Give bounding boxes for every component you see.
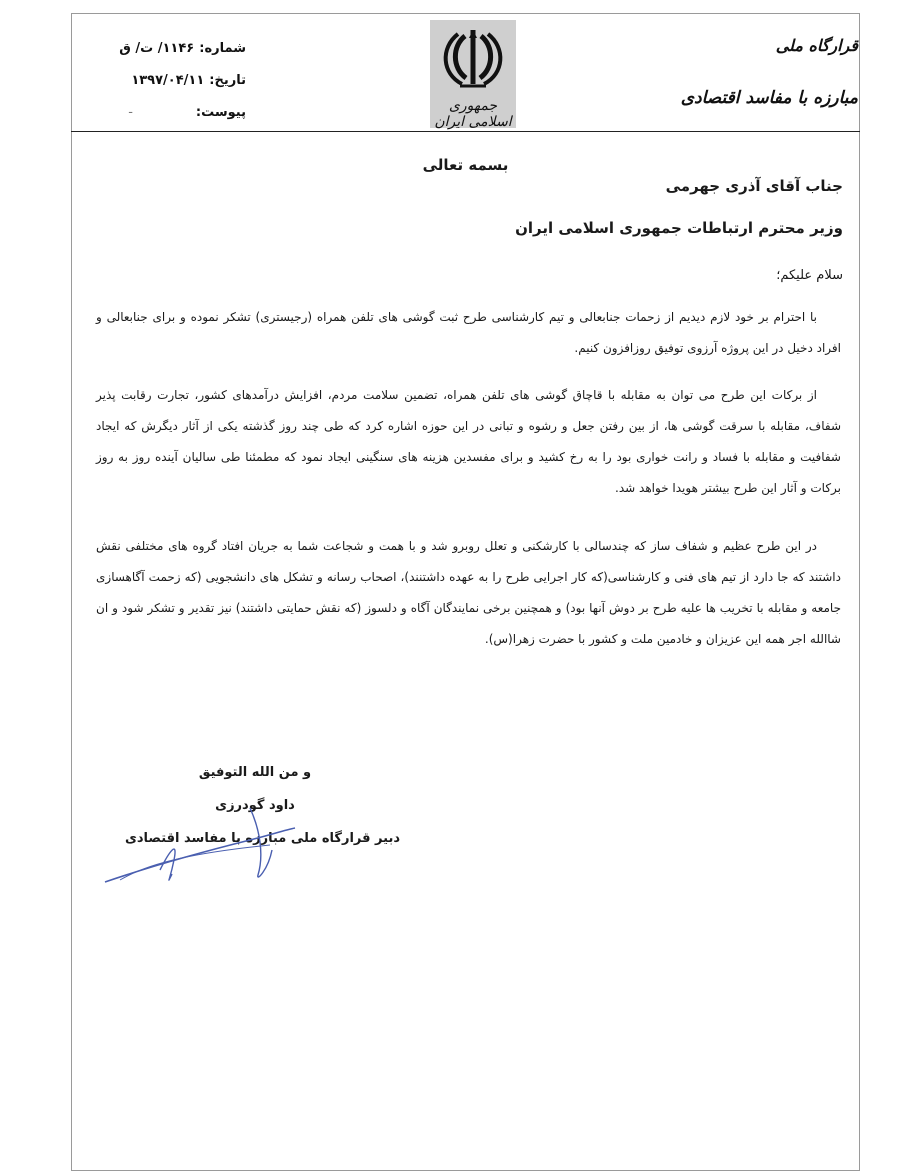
header-divider [71, 131, 860, 132]
closing-phrase: و من الله التوفیق [198, 765, 312, 780]
body-paragraph-1 [96, 302, 841, 364]
recipient-name: جناب آقای آذری جهرمی [665, 177, 843, 195]
date-label: تاریخ: [209, 73, 246, 88]
letter-number [119, 41, 246, 56]
signer-name: داود گودرزی [215, 798, 295, 813]
number-value: ۱۱۴۶/ ت/ ق [119, 41, 195, 56]
attachment-value: - [128, 105, 133, 120]
body-paragraph-2 [96, 380, 841, 504]
signer-title: دبیر قرارگاه ملی مبارزه با مفاسد اقتصادی [124, 831, 400, 846]
basmala-heading: بسمه تعالی [422, 156, 509, 174]
paragraph-text: با احترام بر خود لازم دیدیم از زحمات جنابعالی و تیم کارشناسی طرح ثبت گوشی های تلفن همراه (رجیستری) تشکر نموده و برای جنابعالی و افراد دخیل در این پروژه آرزوی توفیق روزافزون کنیم. [96, 310, 841, 355]
emblem-icon [442, 24, 504, 98]
greeting: سلام علیکم؛ [776, 268, 843, 283]
paragraph-text: در این طرح عظیم و شفاف ساز که چندسالی با کارشکنی و تعلل روبرو شد و با همت و شجاعت شما به جریان افتاد گروه های مختلفی نقش داشتند که جا دارد از تیم های فنی و کارشناسی(که کار اجرایی طرح را به عهده داشتنند)، اصحاب رسانه و تشکل های دانشجویی (که زحمت آگاهسازی جامعه و مقابله با تخریب ها علیه طرح بر دوش آنها بود) و همچنین برخی نمایندگان آگاه و دلسوز (که نقش حمایتی داشتند) نیز تقدیر و تشکر شود و ان شاالله اجر همه این عزیزان و خادمین ملت و کشور با حضرت زهرا(س). [96, 539, 841, 646]
letter-attachment [130, 105, 246, 120]
organization-name-line2: مبارزه با مفاسد اقتصادی [680, 88, 858, 108]
handwritten-signature [100, 800, 300, 890]
attachment-label: پیوست: [195, 105, 246, 120]
national-emblem [430, 20, 516, 128]
recipient-title: وزیر محترم ارتباطات جمهوری اسلامی ایران [515, 219, 843, 237]
body-paragraph-3 [96, 531, 841, 655]
emblem-caption: جمهوری اسلامی ایران [434, 98, 512, 130]
date-value: ۱۳۹۷/۰۴/۱۱ [131, 73, 205, 88]
organization-name-line1: قرارگاه ملی [775, 36, 858, 55]
paragraph-text: از برکات این طرح می توان به مقابله با قاچاق گوشی های تلفن همراه، تضمین سلامت مردم، افزایش درآمدهای کشور، تجارت رقابت پذیر شفاف، مقابله با سرقت گوشی ها، از بین رفتن جعل و رشوه و تبانی در این حوزه اشاره کرد که طی چند روز گذشته یکی از آثار دیگرش که ایجاد شفافیت و مقابله با فساد و رانت خواری بود را به رخ کشید و برای مفسدین هزینه های سنگینی ایجاد نمود که مطمئنا طی سالیان آینده روز به روز برکات و آثار این طرح بیشتر هویدا خواهد شد. [96, 388, 841, 495]
letter-date [130, 73, 246, 88]
number-label: شماره: [199, 41, 246, 56]
